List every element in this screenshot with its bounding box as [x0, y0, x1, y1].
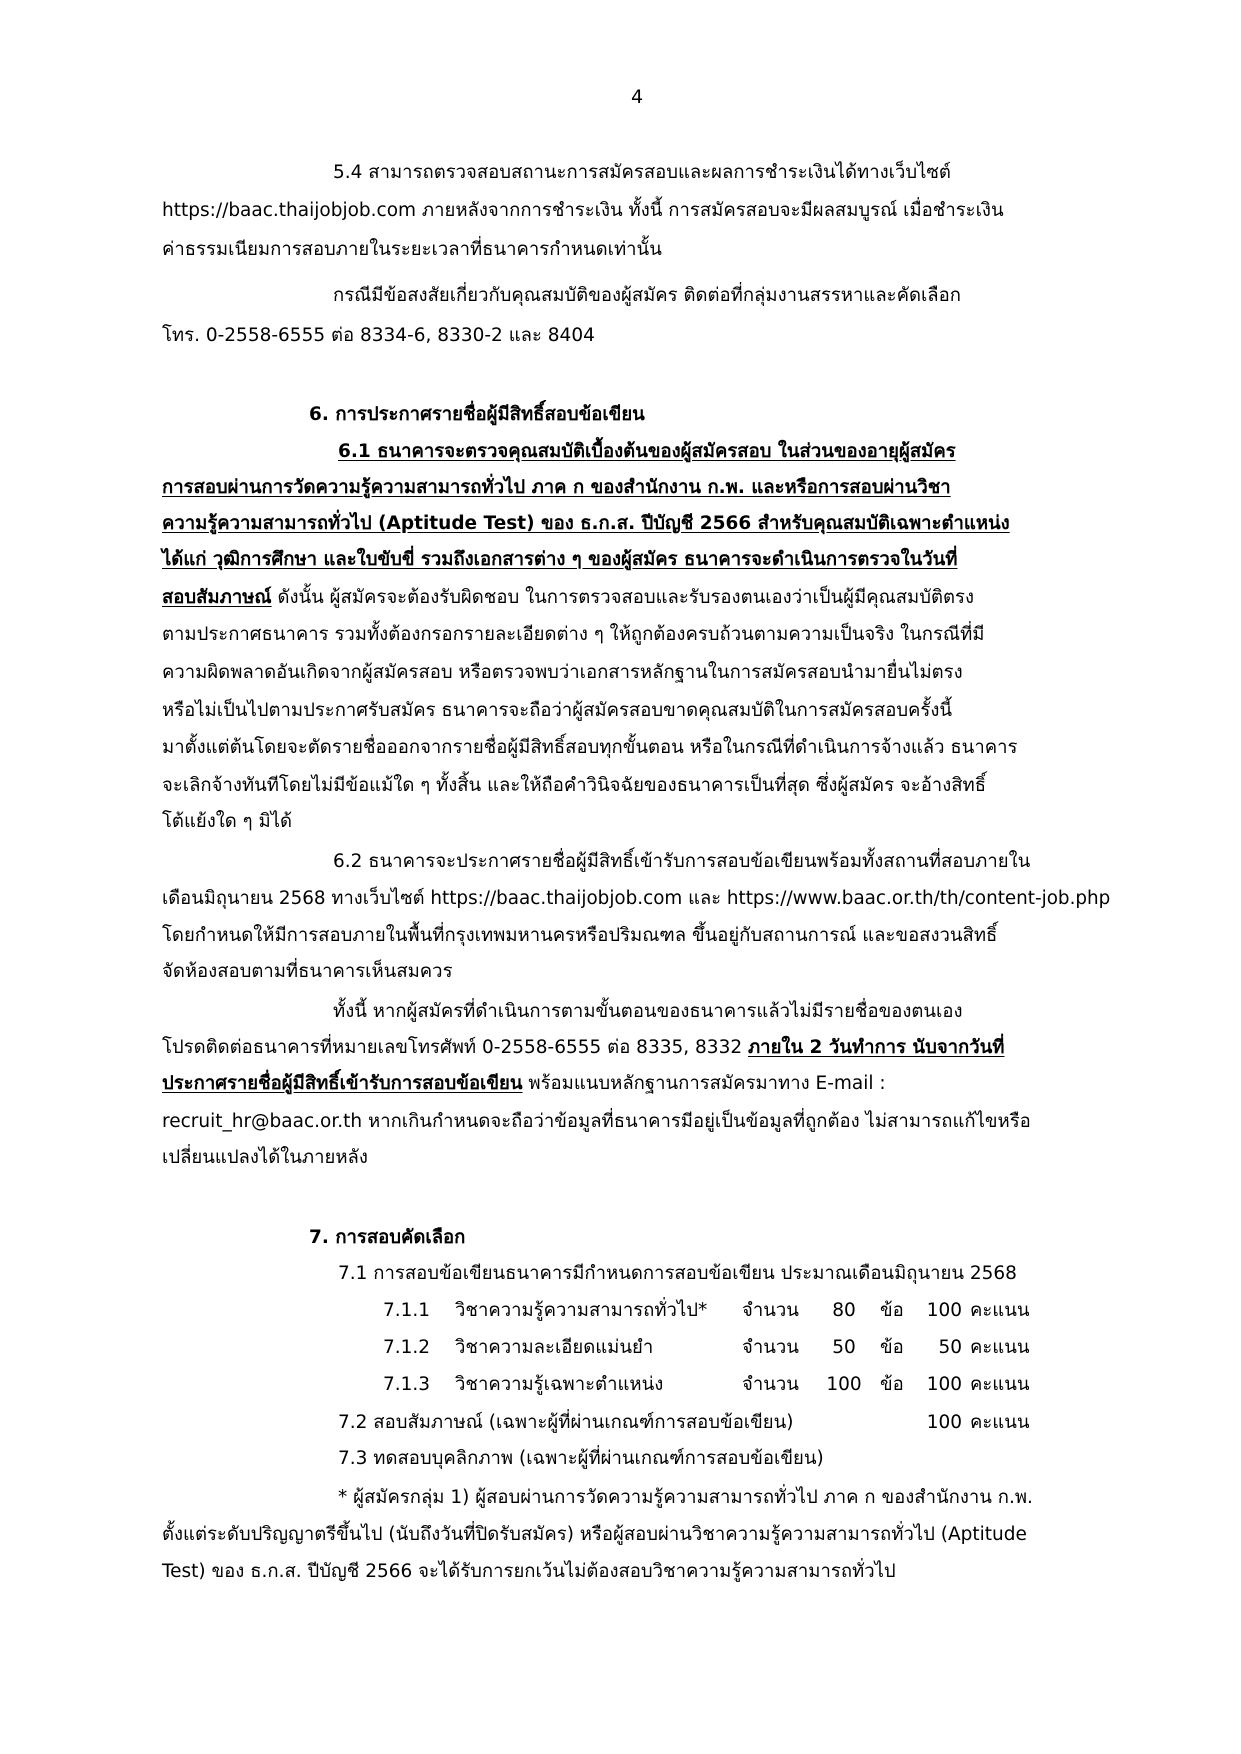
page-number: 4: [631, 86, 644, 108]
paragraph-line: ตามประกาศธนาคาร รวมทั้งต้องกรอกรายละเอียดต่าง ๆ ให้ถูกต้องครบถ้วนตามความเป็นจริง ในกรณีที่มี: [162, 624, 985, 645]
paragraph-line: 7.1 การสอบข้อเขียนธนาคารมีกำหนดการสอบข้อเขียน ประมาณเดือนมิถุนายน 2568: [338, 1263, 1017, 1284]
paragraph-line: โดยกำหนดให้มีการสอบภายในพื้นที่กรุงเทพมหานครหรือปริมณฑล ขึ้นอยู่กับสถานการณ์ และขอสงวนสิทธิ์: [162, 925, 998, 946]
paragraph-line: มาตั้งแต่ต้นโดยจะตัดรายชื่อออกจากรายชื่อผู้มีสิทธิ์สอบทุกขั้นตอน หรือในกรณีที่ดำเนินการจ้างแล้ว ธนาคาร: [162, 737, 1018, 758]
subject-name: วิชาความละเอียดแม่นยำ: [455, 1337, 654, 1358]
question-count: 50: [832, 1337, 856, 1358]
text: พร้อมแนบหลักฐานการสมัครมาทาง E-mail :: [522, 1073, 886, 1094]
underlined-text: ประกาศรายชื่อผู้มีสิทธิ์เข้ารับการสอบข้อเขียน: [162, 1073, 523, 1094]
count-label: จำนวน: [742, 1337, 799, 1358]
paragraph-line: เปลี่ยนแปลงได้ในภายหลัง: [162, 1147, 368, 1168]
paragraph-line: โทร. 0-2558-6555 ต่อ 8334-6, 8330-2 และ 8404: [162, 325, 595, 346]
paragraph-line: ความผิดพลาดอันเกิดจากผู้สมัครสอบ หรือตรวจพบว่าเอกสารหลักฐานในการสมัครสอบนำมายื่นไม่ตรง: [162, 662, 963, 683]
paragraph-line: 7.2 สอบสัมภาษณ์ (เฉพาะผู้ที่ผ่านเกณฑ์การสอบข้อเขียน): [338, 1412, 794, 1433]
section-heading: 6. การประกาศรายชื่อผู้มีสิทธิ์สอบข้อเขียน: [309, 404, 645, 425]
score-unit: คะแนน: [970, 1300, 1030, 1321]
text: ดังนั้น ผู้สมัครจะต้องรับผิดชอบ ในการตรวจสอบและรับรองตนเองว่าเป็นผู้มีคุณสมบัติตรง: [271, 587, 974, 608]
question-count: 100: [826, 1374, 862, 1395]
item-unit: ข้อ: [880, 1374, 904, 1395]
footnote-line: ตั้งแต่ระดับปริญญาตรีขึ้นไป (นับถึงวันที่ปิดรับสมัคร) หรือผู้สอบผ่านวิชาความรู้ความสามารถทั่วไป (Aptitude: [162, 1524, 1027, 1545]
subject-number: 7.1.2: [383, 1337, 431, 1358]
paragraph-line: [162, 587, 974, 609]
paragraph-line: กรณีมีข้อสงสัยเกี่ยวกับคุณสมบัติของผู้สมัคร ติดต่อที่กลุ่มงานสรรหาและคัดเลือก: [333, 285, 961, 306]
subject-number: 7.1.3: [383, 1374, 431, 1395]
question-count: 80: [832, 1300, 856, 1321]
paragraph-line: จัดห้องสอบตามที่ธนาคารเห็นสมควร: [162, 961, 453, 982]
paragraph-line: [162, 1037, 1004, 1059]
interview-score: 100: [926, 1412, 962, 1433]
paragraph-line: การสอบผ่านการวัดความรู้ความสามารถทั่วไป ภาค ก ของสำนักงาน ก.พ. และหรือการสอบผ่านวิชา: [162, 477, 951, 498]
footnote-line: * ผู้สมัครกลุ่ม 1) ผู้สอบผ่านการวัดความรู้ความสามารถทั่วไป ภาค ก ของสำนักงาน ก.พ.: [338, 1487, 1033, 1508]
underlined-text: สอบสัมภาษณ์: [162, 587, 272, 608]
paragraph-line: recruit_hr@baac.or.th หากเกินกำหนดจะถือว่าข้อมูลที่ธนาคารมีอยู่เป็นข้อมูลที่ถูกต้อง ไม่สามารถแก้ไขหรือ: [162, 1111, 1031, 1132]
footnote-line: Test) ของ ธ.ก.ส. ปีบัญชี 2566 จะได้รับการยกเว้นไม่ต้องสอบวิชาความรู้ความสามารถทั่วไป: [162, 1561, 896, 1582]
score-unit: คะแนน: [970, 1374, 1030, 1395]
paragraph-line: https://baac.thaijobjob.com ภายหลังจากการชำระเงิน ทั้งนี้ การสมัครสอบจะมีผลสมบูรณ์ เมื่อชำระเงิน: [162, 200, 1004, 221]
item-unit: ข้อ: [880, 1337, 904, 1358]
subject-name: วิชาความรู้เฉพาะตำแหน่ง: [455, 1374, 664, 1395]
score-value: 100: [926, 1374, 962, 1395]
score-unit: คะแนน: [970, 1412, 1030, 1433]
paragraph-line: ได้แก่ วุฒิการศึกษา และใบขับขี่ รวมถึงเอกสารต่าง ๆ ของผู้สมัคร ธนาคารจะดำเนินการตรวจในวันที่: [162, 549, 958, 570]
paragraph-line: [162, 1073, 886, 1095]
count-label: จำนวน: [742, 1374, 799, 1395]
paragraph-line: 5.4 สามารถตรวจสอบสถานะการสมัครสอบและผลการชำระเงินได้ทางเว็บไซต์: [333, 162, 951, 183]
score-unit: คะแนน: [970, 1337, 1030, 1358]
paragraph-line: ทั้งนี้ หากผู้สมัครที่ดำเนินการตามขั้นตอนของธนาคารแล้วไม่มีรายชื่อของตนเอง: [333, 1001, 963, 1022]
paragraph-line: จะเลิกจ้างทันทีโดยไม่มีข้อแม้ใด ๆ ทั้งสิ้น และให้ถือคำวินิจฉัยของธนาคารเป็นที่สุด ซึ่งผู้สมัคร จะอ้างสิทธิ์: [162, 775, 987, 796]
count-label: จำนวน: [742, 1300, 799, 1321]
subject-number: 7.1.1: [383, 1300, 431, 1321]
score-value: 50: [938, 1337, 962, 1358]
section-heading: 7. การสอบคัดเลือก: [309, 1227, 466, 1248]
text: โปรดติดต่อธนาคารที่หมายเลขโทรศัพท์ 0-2558-6555 ต่อ 8335, 8332: [162, 1037, 748, 1058]
underlined-text: ภายใน 2 วันทำการ นับจากวันที่: [747, 1037, 1005, 1058]
subject-name: วิชาความรู้ความสามารถทั่วไป*: [455, 1300, 708, 1321]
paragraph-line: 6.2 ธนาคารจะประกาศรายชื่อผู้มีสิทธิ์เข้ารับการสอบข้อเขียนพร้อมทั้งสถานที่สอบภายใน: [333, 851, 1031, 872]
score-value: 100: [926, 1300, 962, 1321]
paragraph-line: เดือนมิถุนายน 2568 ทางเว็บไซต์ https://baac.thaijobjob.com และ https://www.baac.or.th/th/content-job.php: [162, 888, 1111, 909]
paragraph-line: 7.3 ทดสอบบุคลิกภาพ (เฉพาะผู้ที่ผ่านเกณฑ์การสอบข้อเขียน): [338, 1448, 824, 1469]
paragraph-line: หรือไม่เป็นไปตามประกาศรับสมัคร ธนาคารจะถือว่าผู้สมัครสอบขาดคุณสมบัติในการสมัครสอบครั้งนี้: [162, 700, 953, 721]
item-unit: ข้อ: [880, 1300, 904, 1321]
paragraph-line: ความรู้ความสามารถทั่วไป (Aptitude Test) ของ ธ.ก.ส. ปีบัญชี 2566 สำหรับคุณสมบัติเฉพาะตำแหน่ง: [162, 513, 1010, 534]
paragraph-line: 6.1 ธนาคารจะตรวจคุณสมบัติเบื้องต้นของผู้สมัครสอบ ในส่วนของอายุผู้สมัคร: [338, 441, 956, 462]
paragraph-line: โต้แย้งใด ๆ มิได้: [162, 811, 293, 832]
paragraph-line: ค่าธรรมเนียมการสอบภายในระยะเวลาที่ธนาคารกำหนดเท่านั้น: [162, 239, 662, 260]
